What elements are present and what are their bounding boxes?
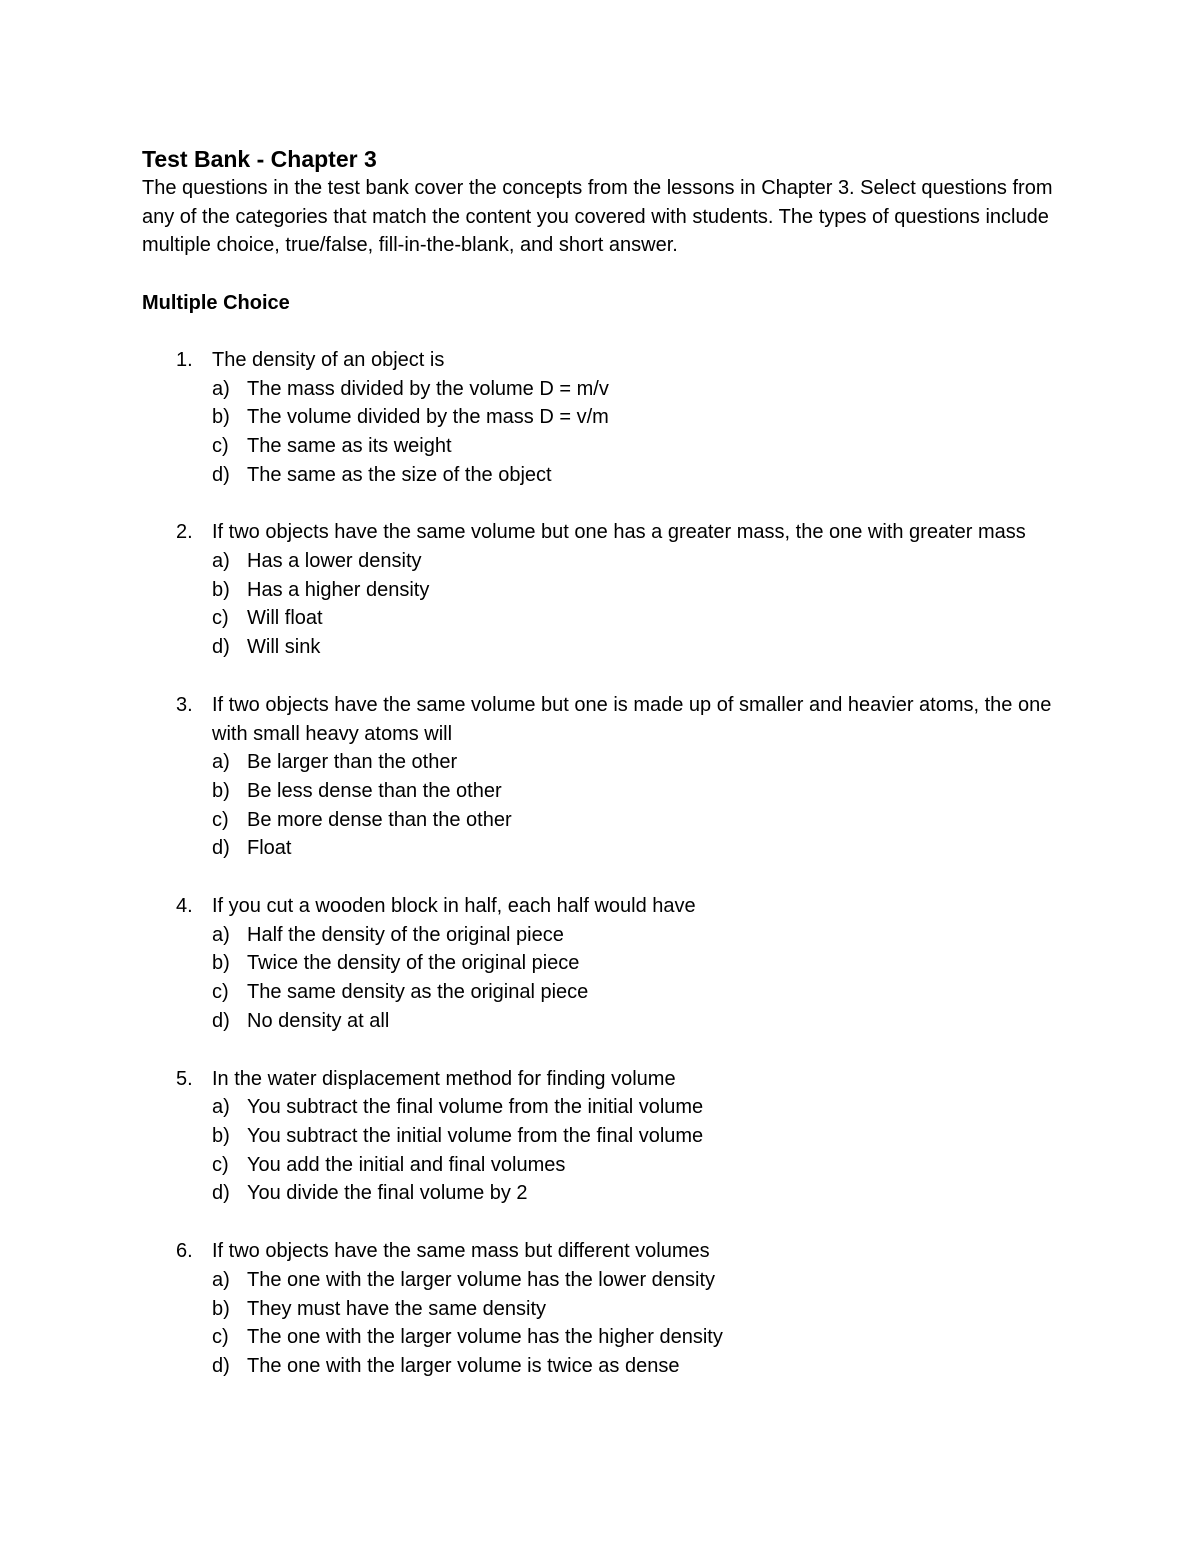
option-d: [212, 1352, 1072, 1381]
section-heading: Multiple Choice: [142, 292, 290, 315]
option-c: [212, 806, 1072, 835]
option-a: [212, 1266, 1072, 1295]
option-text: They must have the same density: [247, 1297, 547, 1320]
option-b: [212, 777, 1072, 806]
option-d: [212, 1179, 1072, 1208]
option-text: Be more dense than the other: [247, 808, 512, 831]
option-letter: c): [212, 607, 229, 630]
question-text: If two objects have the same mass but different volumes: [212, 1240, 710, 1263]
option-letter: b): [212, 1124, 230, 1147]
document-page: [142, 144, 1072, 1410]
intro-paragraph: The questions in the test bank cover the concepts from the lessons in Chapter 3. Select questions from any of the categories that match the content you covered with students. The types of questions include multiple choice, true/false, fill-in-the-blank, and short answer.: [142, 177, 1053, 257]
option-text: Be less dense than the other: [247, 779, 502, 802]
option-text: The one with the larger volume is twice as dense: [247, 1354, 680, 1377]
option-list: [212, 921, 1072, 1036]
option-text: Half the density of the original piece: [247, 923, 564, 946]
option-b: [212, 1295, 1072, 1324]
option-text: Be larger than the other: [247, 751, 458, 774]
option-a: [212, 748, 1072, 777]
question-text: If two objects have the same volume but one is made up of smaller and heavier atoms, the one with small heavy atoms will: [212, 693, 1052, 745]
option-letter: b): [212, 1297, 230, 1320]
option-letter: b): [212, 406, 230, 429]
option-letter: c): [212, 1326, 229, 1349]
option-letter: d): [212, 463, 230, 486]
option-list: [212, 547, 1072, 662]
option-letter: d): [212, 1009, 230, 1032]
option-text: The same as its weight: [247, 434, 452, 457]
option-c: [212, 978, 1072, 1007]
question-number: 1.: [176, 348, 193, 371]
option-a: [212, 921, 1072, 950]
option-letter: c): [212, 1153, 229, 1176]
option-letter: a): [212, 1268, 230, 1291]
question-text: The density of an object is: [212, 348, 445, 371]
option-b: [212, 1122, 1072, 1151]
option-text: The same density as the original piece: [247, 981, 589, 1004]
question-1: [142, 346, 1072, 490]
option-text: No density at all: [247, 1009, 390, 1032]
question-number: 3.: [176, 693, 193, 716]
option-text: The one with the larger volume has the higher density: [247, 1326, 723, 1349]
option-d: [212, 633, 1072, 662]
question-text: In the water displacement method for finding volume: [212, 1067, 676, 1090]
option-text: Has a lower density: [247, 550, 422, 573]
option-text: Has a higher density: [247, 578, 430, 601]
option-text: Will float: [247, 607, 323, 630]
option-c: [212, 1323, 1072, 1352]
option-a: [212, 375, 1072, 404]
option-c: [212, 604, 1072, 633]
option-letter: a): [212, 923, 230, 946]
document-title: Test Bank - Chapter 3: [142, 146, 377, 172]
question-2: [142, 518, 1072, 662]
option-letter: a): [212, 377, 230, 400]
option-letter: d): [212, 1354, 230, 1377]
question-4: [142, 892, 1072, 1036]
option-letter: b): [212, 952, 230, 975]
question-number: 5.: [176, 1067, 193, 1090]
question-number: 6.: [176, 1240, 193, 1263]
option-a: [212, 547, 1072, 576]
option-letter: d): [212, 1182, 230, 1205]
option-letter: d): [212, 636, 230, 659]
option-d: [212, 461, 1072, 490]
option-letter: c): [212, 981, 229, 1004]
option-letter: a): [212, 751, 230, 774]
question-number: 4.: [176, 895, 193, 918]
option-b: [212, 576, 1072, 605]
option-text: You subtract the initial volume from the final volume: [247, 1124, 704, 1147]
option-text: The volume divided by the mass D = v/m: [247, 406, 609, 429]
option-list: [212, 748, 1072, 863]
question-text: If two objects have the same volume but one has a greater mass, the one with greater mass: [212, 521, 1026, 544]
option-letter: c): [212, 434, 229, 457]
question-list: [142, 346, 1072, 1381]
option-letter: b): [212, 578, 230, 601]
option-list: [212, 1093, 1072, 1208]
question-5: [142, 1065, 1072, 1209]
option-letter: d): [212, 837, 230, 860]
question-6: [142, 1237, 1072, 1381]
option-d: [212, 1007, 1072, 1036]
option-letter: a): [212, 1096, 230, 1119]
option-d: [212, 834, 1072, 863]
option-text: The one with the larger volume has the lower density: [247, 1268, 716, 1291]
option-text: Will sink: [247, 636, 321, 659]
question-number: 2.: [176, 521, 193, 544]
option-text: Float: [247, 837, 292, 860]
option-c: [212, 1151, 1072, 1180]
question-3: [142, 691, 1072, 863]
option-text: The same as the size of the object: [247, 463, 552, 486]
option-text: You subtract the final volume from the initial volume: [247, 1096, 704, 1119]
option-b: [212, 949, 1072, 978]
option-letter: b): [212, 779, 230, 802]
question-text: If you cut a wooden block in half, each half would have: [212, 895, 696, 918]
option-text: Twice the density of the original piece: [247, 952, 580, 975]
option-c: [212, 432, 1072, 461]
option-letter: c): [212, 808, 229, 831]
option-text: You divide the final volume by 2: [247, 1182, 528, 1205]
option-text: The mass divided by the volume D = m/v: [247, 377, 609, 400]
option-letter: a): [212, 550, 230, 573]
option-list: [212, 1266, 1072, 1381]
option-a: [212, 1093, 1072, 1122]
option-text: You add the initial and final volumes: [247, 1153, 566, 1176]
option-list: [212, 375, 1072, 490]
option-b: [212, 403, 1072, 432]
